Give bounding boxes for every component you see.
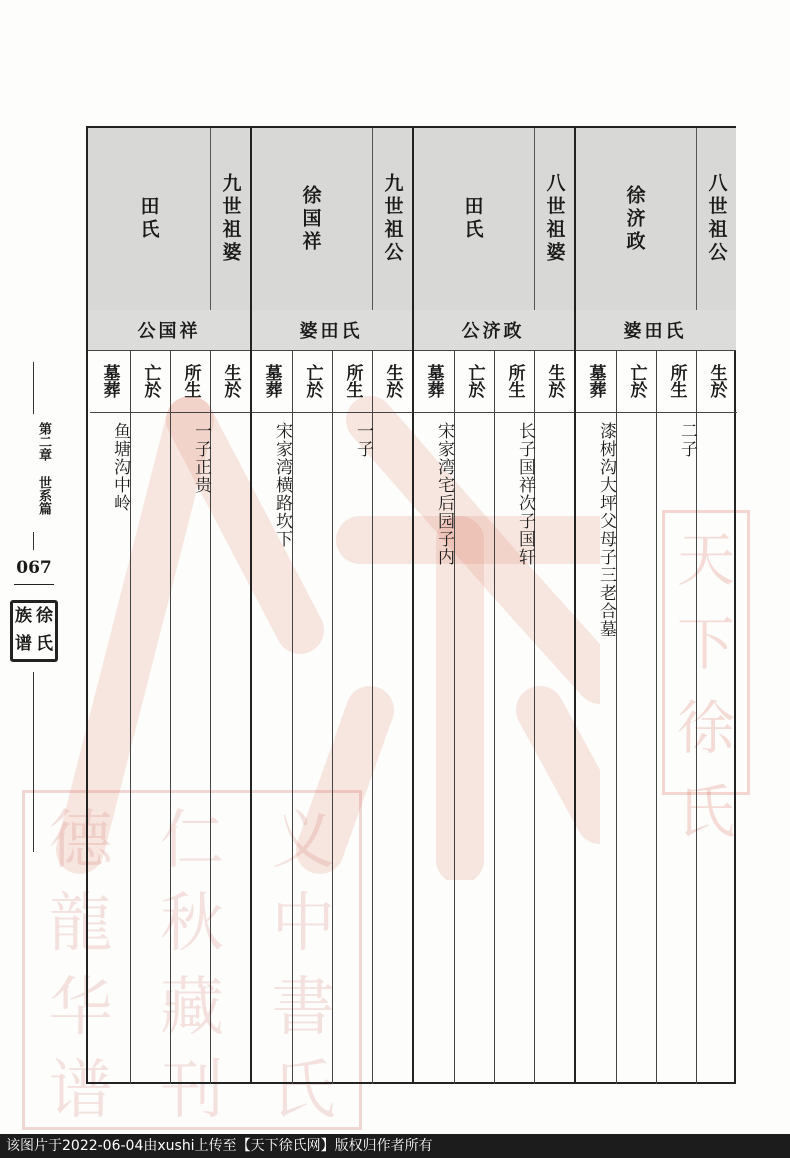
- seal-char: 德: [48, 803, 113, 878]
- field-label: 墓葬: [252, 350, 292, 413]
- watermark-char: 徐: [676, 694, 735, 762]
- column-header: [250, 128, 412, 311]
- field-label: 所生: [495, 350, 535, 413]
- field-column: [656, 350, 697, 1084]
- field-column: [210, 350, 251, 1084]
- generation-title: 九世祖公: [372, 128, 413, 310]
- ancestor-name: 田氏: [137, 196, 160, 242]
- field-column: [90, 350, 130, 1084]
- field-label: 亡於: [617, 350, 657, 413]
- margin-rule-mid: [33, 532, 34, 550]
- field-label: 亡於: [293, 350, 333, 413]
- page-number: 067: [16, 558, 52, 578]
- field-label: 墓葬: [414, 350, 454, 413]
- column-header: [88, 128, 250, 311]
- field-column: [130, 350, 171, 1084]
- margin-rule-bottom: [33, 672, 34, 852]
- seal-char: 刊: [159, 1054, 224, 1129]
- spouse-label: 公国祥: [88, 310, 250, 351]
- field-column: [414, 350, 454, 1084]
- field-value: 一子正贵: [191, 422, 211, 494]
- seal-char: 中: [271, 887, 336, 962]
- ancestor-column: [88, 128, 250, 1082]
- generation-title: 八世祖公: [696, 128, 737, 310]
- column-header: [574, 128, 736, 311]
- field-value: 鱼塘沟中岭: [110, 422, 130, 512]
- field-label: 生於: [373, 350, 413, 413]
- watermark-char: 氏: [676, 778, 735, 846]
- field-label: 亡於: [131, 350, 171, 413]
- field-label: 生於: [535, 350, 575, 413]
- field-column: [252, 350, 292, 1084]
- watermark-char: 下: [676, 610, 735, 678]
- seal-char: 書: [271, 970, 336, 1045]
- page-number-rule: [14, 584, 54, 585]
- seal-char: 藏: [159, 970, 224, 1045]
- field-label: 亡於: [455, 350, 495, 413]
- seal-char: 龍: [48, 887, 113, 962]
- seal-char: 义: [271, 803, 336, 878]
- generation-title: 八世祖婆: [534, 128, 575, 310]
- logo-char: 徐: [36, 606, 53, 626]
- field-label: 墓葬: [90, 350, 130, 413]
- spouse-label: 婆田氏: [250, 310, 412, 351]
- seal-char: 秋: [159, 887, 224, 962]
- seal-char: 华: [48, 970, 113, 1045]
- upload-footer: 该图片于2022-06-04由xushi上传至【天下徐氏网】版权归作者所有: [0, 1134, 790, 1158]
- logo-char: 氏: [36, 634, 53, 654]
- field-label: 生於: [697, 350, 737, 413]
- field-value: 二子: [677, 422, 697, 458]
- book-logo: [10, 600, 58, 662]
- field-label: 墓葬: [576, 350, 616, 413]
- field-column: [616, 350, 657, 1084]
- genealogy-table: [86, 126, 736, 1084]
- field-column: [372, 350, 413, 1084]
- seal-char: 氏: [271, 1054, 336, 1129]
- ancestor-column: [412, 128, 574, 1082]
- field-label: 生於: [211, 350, 251, 413]
- field-column: [292, 350, 333, 1084]
- field-value: 宋家湾宅后园子内: [434, 422, 454, 566]
- ancestor-name: 田氏: [461, 196, 484, 242]
- column-header: [412, 128, 574, 311]
- ancestor-name: 徐济政: [623, 184, 646, 254]
- field-column: [696, 350, 737, 1084]
- chapter-title: 第二章 世系篇: [36, 422, 51, 515]
- generation-title: 九世祖婆: [210, 128, 251, 310]
- field-column: [170, 350, 211, 1084]
- watermark-char: 天: [676, 526, 735, 594]
- field-value: 宋家湾横路坎下: [272, 422, 292, 548]
- ancestor-column: [250, 128, 412, 1082]
- field-value: 长子国祥次子国轩: [515, 422, 535, 566]
- field-column: [576, 350, 616, 1084]
- field-column: [494, 350, 535, 1084]
- ancestor-name: 徐国祥: [299, 184, 322, 254]
- field-label: 所生: [657, 350, 697, 413]
- field-column: [454, 350, 495, 1084]
- seal-char: 谱: [48, 1054, 113, 1129]
- field-value: 一子: [353, 422, 373, 458]
- field-label: 所生: [171, 350, 211, 413]
- ancestor-column: [574, 128, 736, 1082]
- spouse-label: 公济政: [412, 310, 574, 351]
- field-column: [332, 350, 373, 1084]
- field-value: 漆树沟大坪父母子三老合墓: [596, 422, 616, 638]
- field-label: 所生: [333, 350, 373, 413]
- spouse-label: 婆田氏: [574, 310, 736, 351]
- margin-rule-top: [33, 362, 34, 414]
- logo-char: 族: [15, 606, 32, 626]
- seal-char: 仁: [159, 803, 224, 878]
- field-column: [534, 350, 575, 1084]
- logo-char: 谱: [15, 634, 32, 654]
